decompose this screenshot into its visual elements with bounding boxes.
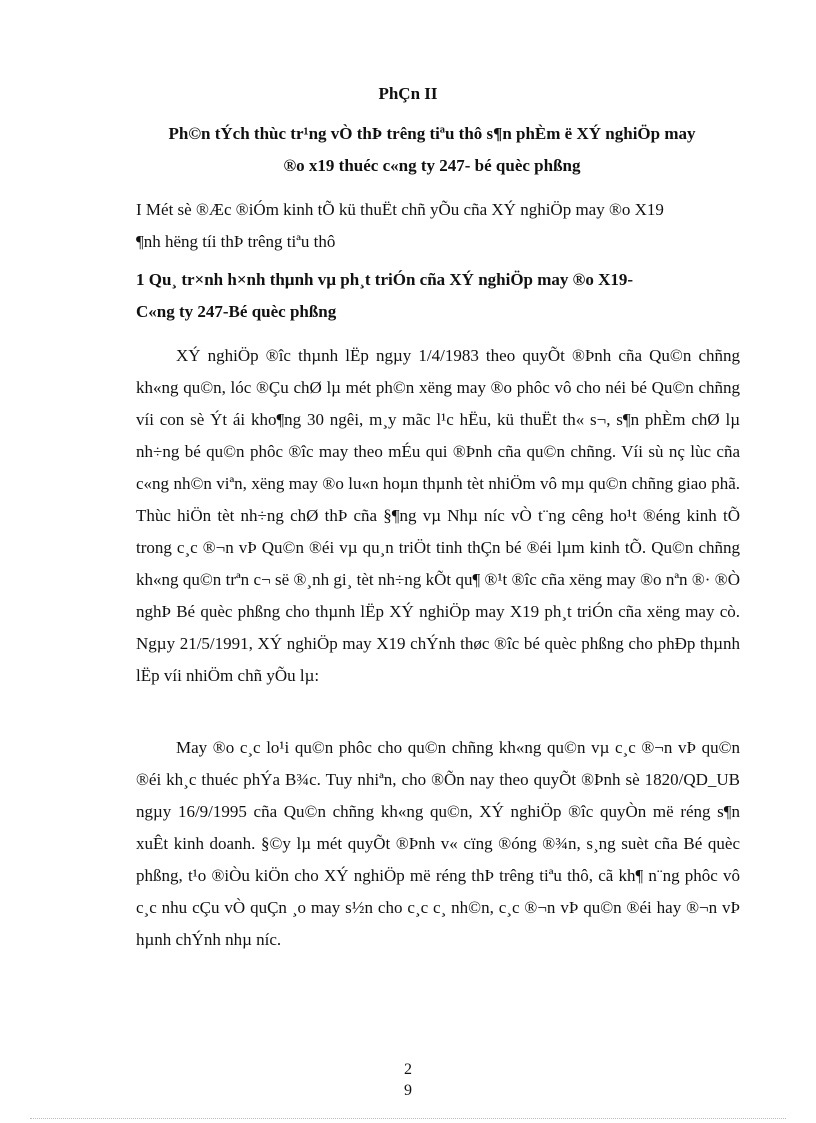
chapter-title-line-1: Ph©n tÝch thùc tr¹ng vÒ thÞ trêng tiªu thô s¶n phÈm ë XÝ nghiÖp may — [168, 124, 696, 143]
part-title: PhÇn II — [378, 84, 438, 103]
subsection-heading-line-1: 1 Qu¸ tr×nh h×nh thµnh vµ ph¸t triÓn cña XÝ nghiÖp may ®o X19- — [136, 270, 634, 289]
body-paragraph-1: XÝ nghiÖp ®îc thµnh lËp ngµy 1/4/1983 theo quyÕt ®Þnh cña Qu©n chñng kh«ng qu©n, lóc ®Çu chØ lµ mét ph©n xëng may ®o phôc vô cho néi bé Qu©n chñng víi con sè Ýt ái kho¶ng 30 ngêi, m¸y mãc l¹c hËu, kü thuËt th« s¬, s¶n phÈm chØ lµ nh÷ng bé qu©n phôc ®îc may theo mÉu qui ®Þnh cña qu©n chñng. Víi sù nç lùc cña c«ng nh©n viªn, xëng may ®o lu«n hoµn thµnh tèt nhiÖm vô mµ qu©n chñng giao phã. Thùc hiÖn tèt nh÷ng chØ thÞ cña §¶ng vµ Nhµ níc vÒ t¨ng cêng ho¹t ®éng kinh tÕ trong c¸c ®¬n vÞ Qu©n ®éi vµ qu¸n triÖt tinh thÇn bé ®éi lµm kinh tÕ. Qu©n chñng kh«ng qu©n trªn c¬ së ®¸nh gi¸ tèt nh÷ng kÕt qu¶ ®¹t ®îc cña xëng may ®o nªn ®· ®Ò nghÞ Bé quèc phßng cho thµnh lËp XÝ nghiÖp may X19 ph¸t triÓn cña xëng may cò. Ngµy 21/5/1991, XÝ nghiÖp may X19 chÝnh thøc ®îc bé quèc phßng cho phÐp thµnh lËp víi nhiÖm chñ yÕu lµ: — [136, 346, 740, 685]
footer-divider — [30, 1118, 786, 1119]
page-number-line-1: 2 — [404, 1061, 412, 1078]
page-number-line-2: 9 — [404, 1082, 412, 1099]
section-heading-line-2: ¶nh hëng tíi thÞ trêng tiªu thô — [136, 232, 336, 251]
section-heading-line-1: I Mét sè ®Æc ®iÓm kinh tÕ kü thuËt chñ yÕu cña XÝ nghiÖp may ®o X19 — [136, 200, 664, 219]
body-paragraph-2: May ®o c¸c lo¹i qu©n phôc cho qu©n chñng kh«ng qu©n vµ c¸c ®¬n vÞ qu©n ®éi kh¸c thuéc phÝa B¾c. Tuy nhiªn, cho ®Õn nay theo quyÕt ®Þnh sè 1820/QD_UB ngµy 16/9/1995 cña Qu©n chñng kh«ng qu©n, XÝ nghiÖp ®îc quyÒn më réng s¶n xuÊt kinh doanh. §©y lµ mét quyÕt ®Þnh v« cïng ®óng ®¾n, s¸ng suèt cña Bé quèc phßng, t¹o ®iÒu kiÖn cho XÝ nghiÖp më réng thÞ trêng tiªu thô, cã kh¶ n¨ng phôc vô c¸c nhu cÇu vÒ quÇn ¸o may s½n cho c¸c c¸ nh©n, c¸c ®¬n vÞ qu©n ®éi hay ®¬n vÞ hµnh chÝnh nhµ níc. — [136, 738, 740, 949]
chapter-title-line-2: ®o x19 thuéc c«ng ty 247- bé quèc phßng — [283, 156, 581, 175]
subsection-heading-line-2: C«ng ty 247-Bé quèc phßng — [136, 302, 337, 321]
